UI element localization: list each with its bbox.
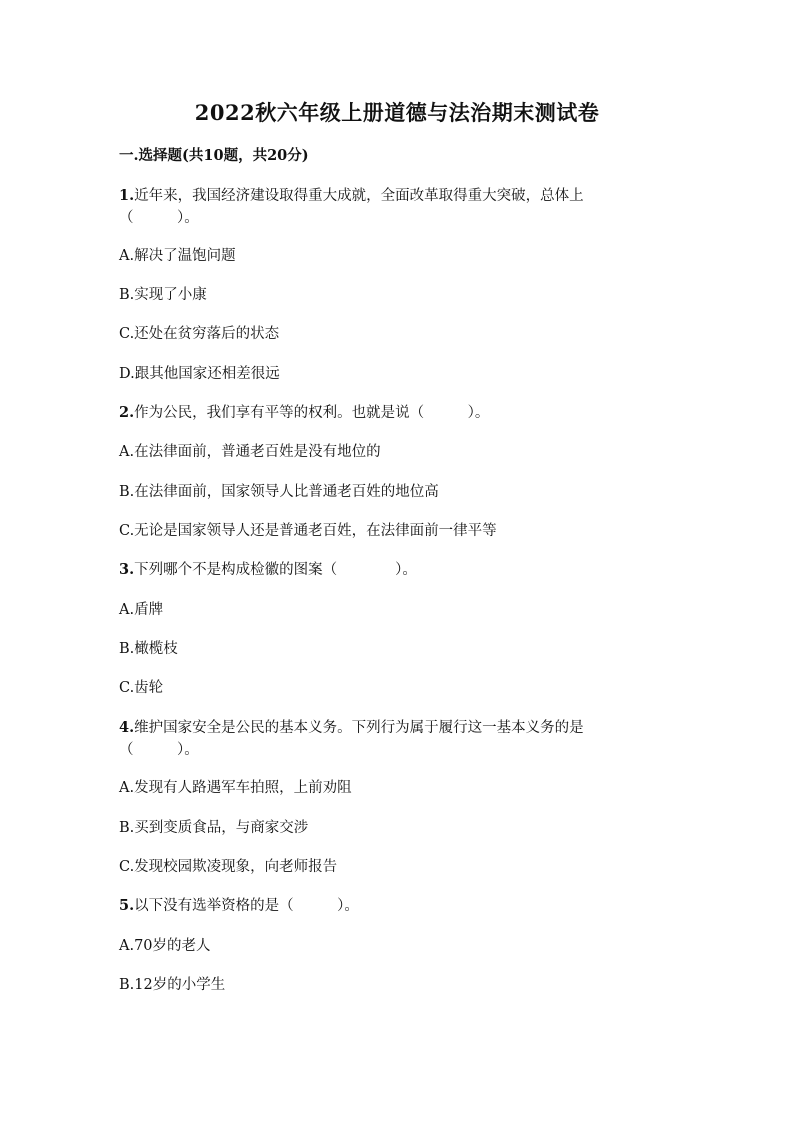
option-b: B.买到变质食品，与商家交涉 (119, 820, 309, 836)
question-text: 作为公民，我们享有平等的权利。也就是说（ ）。 (134, 405, 490, 421)
question-3 (119, 559, 679, 581)
option-b: B.在法律面前，国家领导人比普通老百姓的地位高 (119, 484, 439, 500)
option-c: C.发现校园欺凌现象，向老师报告 (119, 859, 338, 875)
option-b: B.实现了小康 (119, 287, 207, 303)
question-1 (119, 185, 679, 207)
question-number: 3. (119, 561, 135, 578)
question-number: 2. (119, 404, 135, 421)
question-4-blank: （ ）。 (119, 742, 199, 758)
question-text: 以下没有选举资格的是（ ）。 (134, 898, 359, 914)
option-b: B.12岁的小学生 (119, 977, 226, 993)
option-a: A.解决了温饱问题 (119, 248, 236, 264)
question-5 (119, 895, 679, 917)
exam-title: 2022秋六年级上册道德与法治期末测试卷 (194, 100, 600, 125)
option-c: C.还处在贫穷落后的状态 (119, 326, 280, 342)
option-c: C.无论是国家领导人还是普通老百姓，在法律面前一律平等 (119, 523, 497, 539)
question-number: 4. (119, 719, 135, 736)
question-text: 下列哪个不是构成检徽的图案（ ）。 (134, 562, 417, 578)
section-heading: 一.选择题(共10题，共20分) (119, 147, 309, 164)
option-c: C.齿轮 (119, 680, 164, 696)
question-text: 维护国家安全是公民的基本义务。下列行为属于履行这一基本义务的是 (134, 720, 584, 736)
question-number: 1. (119, 187, 135, 204)
question-text: 近年来，我国经济建设取得重大成就，全面改革取得重大突破，总体上 (134, 188, 584, 204)
question-4 (119, 717, 679, 739)
question-number: 5. (119, 897, 135, 914)
question-2 (119, 402, 679, 424)
question-1-blank: （ ）。 (119, 210, 199, 226)
option-a: A.在法律面前，普通老百姓是没有地位的 (119, 444, 381, 460)
option-a: A.盾牌 (119, 602, 164, 618)
option-d: D.跟其他国家还相差很远 (119, 366, 280, 382)
option-b: B.橄榄枝 (119, 641, 178, 657)
option-a: A.70岁的老人 (119, 938, 211, 954)
option-a: A.发现有人路遇军车拍照，上前劝阻 (119, 780, 352, 796)
